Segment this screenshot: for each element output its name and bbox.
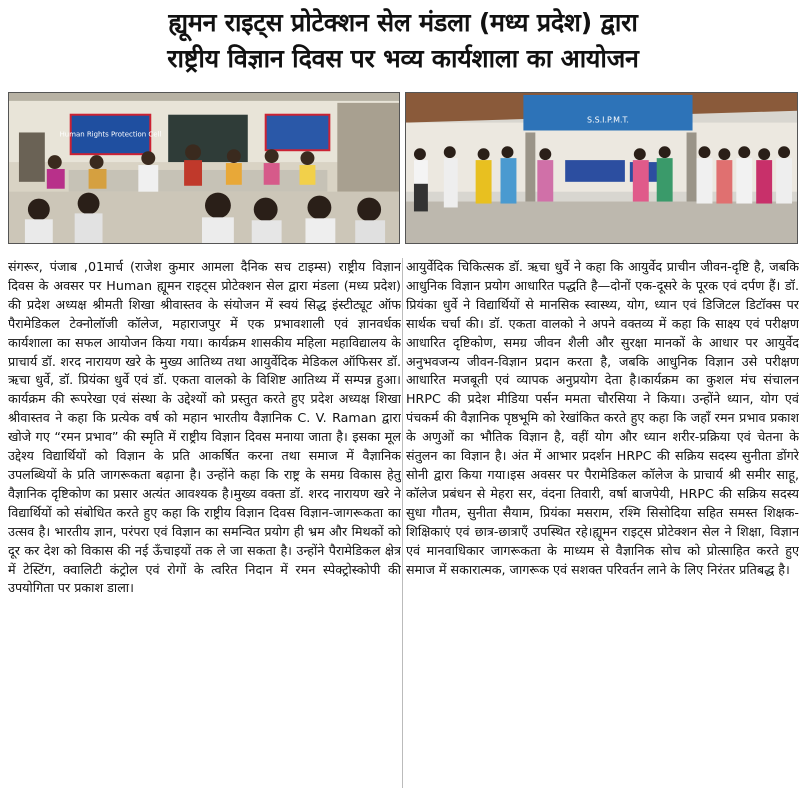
photo-classroom-audience [8, 92, 400, 244]
article-left-text: संगरूर, पंजाब ,01मार्च (राजेश कुमार आमला दैनिक सच टाइम्स) राष्ट्रीय विज्ञान दिवस के अवसर पर Human ह्यूमन राइट्स प्रोटेक्शन सेल द्वारा मंडला (मध्य प्रदेश) की प्रदेश अध्यक्ष श्रीमती शिखा श्रीवास्तव के संयोजन में स्वयं सिद्ध इंस्टीट्यूट ऑफ पैरामेडिकल टेक्नोलॉजी कॉलेज, महाराजपुर में एक प्रभावशाली एवं ज्ञानवर्धक कार्यशाला का सफल आयोजन किया गया। कार्यक्रम शासकीय महिला महाविद्यालय के प्राचार्य डॉ. शरद नारायण खरे के मुख्य आतिथ्य तथा आयुर्वेदिक मेडिकल ऑफिसर डॉ. ऋचा धुर्वे, डॉ. प्रियंका धुर्वे एवं डॉ. एकता वालको के विशिष्ट आतिथ्य में सम्पन्न हुआ। कार्यक्रम की रूपरेखा एवं संस्था के उद्देश्यों को प्रस्तुत करते हुए प्रदेश अध्यक्ष शिखा श्रीवास्तव ने कहा कि प्रत्येक वर्ष को महान भारतीय वैज्ञानिक C. V. Raman द्वारा खोजे गए “रमन प्रभाव” की स्मृति में राष्ट्रीय विज्ञान दिवस मनाया जाता है। इसका मूल उद्देश्य विद्यार्थियों को विज्ञान के प्रति आकर्षित करना तथा समाज में वैज्ञानिक उपलब्धियों के प्रति जागरूकता बढ़ाना है। उन्होंने कहा कि राष्ट्र के समग्र विकास हेतु वैज्ञानिक दृष्टिकोण का प्रसार अत्यंत आवश्यक है।मुख्य वक्ता डॉ. शरद नारायण खरे ने विद्यार्थियों को संबोधित करते हुए कहा कि राष्ट्रीय विज्ञान दिवस विज्ञान-जागरूकता का उत्सव है। भारतीय ज्ञान, परंपरा एवं विज्ञान का समन्वित प्रयोग ही भ्रम और मिथकों को दूर कर देश को विकास की नई ऊँचाइयों तक ले जा सकता है। उन्होंने पैरामेडिकल क्षेत्र में टेस्टिंग, क्वालिटी कंट्रोल एवं रोगों के त्वरित निदान में रमन स्पेक्ट्रोस्कोपी की उपयोगिता पर प्रकाश डाला। [8, 259, 401, 596]
article-column-left [8, 258, 401, 796]
group-photo [406, 93, 797, 243]
photo-strip [8, 92, 798, 244]
right-banner-text: S.S.I.P.M.T. [587, 115, 629, 125]
article-right-text: आयुर्वेदिक चिकित्सक डॉ. ऋचा धुर्वे ने कहा कि आयुर्वेद प्राचीन जीवन-दृष्टि है, जबकि आधुनिक विज्ञान प्रयोग आधारित पद्धति है—दोनों एक-दूसरे के पूरक एवं दर्पण हैं। डॉ. प्रियंका धुर्वे ने विद्यार्थियों से मानसिक स्वास्थ्य, योग, ध्यान एवं डिजिटल डिटॉक्स पर सार्थक चर्चा की। डॉ. एकता वालको ने अपने वक्तव्य में कहा कि साक्ष्य एवं परीक्षण आधारित दृष्टिकोण, समग्र जीवन शैली और सुरक्षा मानकों के आधार पर आयुर्वेद अनुभवजन्य जीवन-विज्ञान प्रदान करता है, जबकि आधुनिक विज्ञान उसे परीक्षण आधारित मजबूती एवं व्यापक अनुप्रयोग देता है।कार्यक्रम का कुशल मंच संचालन HRPC की प्रदेश मीडिया पर्सन ममता चौरसिया ने किया। उन्होंने ध्यान, योग एवं पंचकर्म की वैज्ञानिक पृष्ठभूमि को रेखांकित करते हुए कहा कि जहाँ रमन प्रभाव प्रकाश के अणुओं का भौतिक विज्ञान है, वहीं योग और ध्यान शरीर-प्रक्रिया एवं चेतना के संतुलन का विज्ञान है। अंत में आभार प्रदर्शन HRPC की सक्रिय सदस्य सुनीता डोंगरे सोनी द्वारा किया गया।इस अवसर पर पैरामेडिकल कॉलेज के प्राचार्य श्री समीर साहू, कॉलेज प्रबंधन से मेहरा सर, वंदना तिवारी, वर्षा बाजपेयी, HRPC की सक्रिय सदस्य सुधा गौतम, सुनीता सैयाम, प्रियंका मसराम, रश्मि सिसोदिया सहित समस्त शिक्षक-शिक्षिकाएं एवं छात्र-छात्राएँ उपस्थित रहे।ह्यूमन राइट्स प्रोटेक्शन सेल ने शिक्षा, विज्ञान एवं मानवाधिकार जागरूकता के माध्यम से वैज्ञानिक सोच को प्रोत्साहित करते हुए समाज में सकारात्मक, जागरूक एवं सशक्त परिवर्तन लाने के लिए निरंतर प्रतिबद्ध है। [406, 259, 799, 577]
article-column-right [406, 258, 799, 796]
headline-line-1: ह्यूमन राइट्स प्रोटेक्शन सेल मंडला (मध्य प्रदेश) द्वारा [168, 8, 638, 37]
headline [0, 0, 806, 77]
right-banner [523, 95, 692, 131]
article-body [8, 258, 798, 796]
headline-line-2: राष्ट्रीय विज्ञान दिवस पर भव्य कार्यशाला का आयोजन [167, 44, 639, 73]
photo-group-building [405, 92, 798, 244]
classroom-photo [9, 93, 399, 243]
left-banner-text: Human Rights Protection Cell [59, 130, 162, 139]
